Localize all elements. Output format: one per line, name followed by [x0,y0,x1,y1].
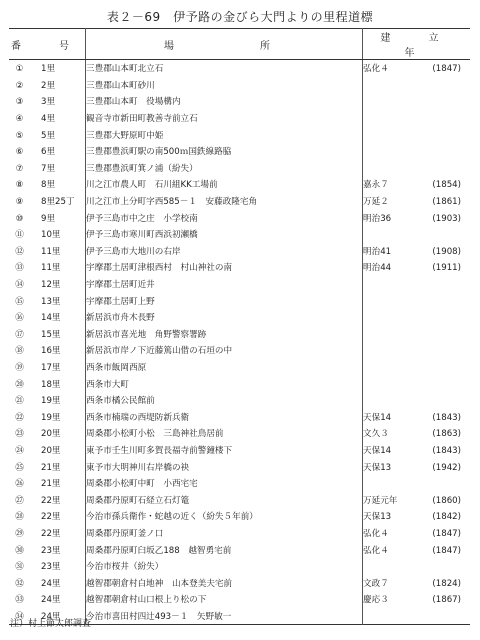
table-row [9,292,470,309]
era-name: 明治41 [363,246,392,257]
built-cell [363,342,471,359]
distance-ri: 14里 [41,313,61,324]
era-name: 天保14 [363,412,392,423]
footnote: 注）村上節太郎調査 [10,619,92,629]
western-year: (1847) [432,545,461,556]
place-cell: 今治市喜田村四辻493－１ 矢野敏一 [86,608,363,625]
table-row [9,359,470,376]
marker-number: ⑨ [15,197,24,208]
milestone-table [9,28,477,625]
place-cell: 伊予三島市中之庄 小学校南 [86,209,363,226]
table-row [9,209,470,226]
built-cell [363,160,471,177]
era-name: 慶応３ [363,595,389,606]
table-row [9,93,470,110]
distance-ri: 22里 [41,495,61,506]
era-name: 天保14 [363,445,392,456]
western-year: (1847) [432,528,461,539]
place-cell: 西条市楠瑞の西堤防新兵衛 [86,408,363,425]
place-cell: 川之江市農人町 石川組KK工場前 [86,176,363,193]
number-cell [9,259,86,276]
table-row [9,342,470,359]
number-cell [9,209,86,226]
built-cell [363,608,471,625]
built-cell [363,541,471,558]
table-row [9,541,470,558]
marker-number: ㉝ [15,595,24,606]
place-cell: 宇摩郡土居町上野 [86,292,363,309]
built-cell [363,326,471,343]
distance-ri: 24里 [41,595,61,606]
header-built-year: 建 立 年 [363,29,471,60]
marker-number: ㉛ [15,562,24,573]
distance-ri: 11里 [41,263,61,274]
number-cell [9,110,86,127]
distance-ri: 24里 [41,578,61,589]
built-cell [363,574,471,591]
built-cell [363,110,471,127]
distance-ri: 15里 [41,329,61,340]
western-year: (1942) [432,462,461,473]
built-cell [363,359,471,376]
distance-ri: 7里 [41,163,56,174]
table-row [9,458,470,475]
number-cell [9,292,86,309]
built-cell [363,508,471,525]
place-cell: 周桑郡小松町中町 小西宅宅 [86,475,363,492]
marker-number: ㉗ [15,495,24,506]
marker-number: ⑪ [15,230,24,241]
marker-number: ㉖ [15,479,24,490]
built-cell [363,292,471,309]
distance-ri: 5里 [41,130,56,141]
built-cell [363,408,471,425]
number-cell [9,425,86,442]
era-name: 嘉永７ [363,180,389,191]
table-row [9,375,470,392]
table-row [9,591,470,608]
place-cell: 新居浜市舟木長野 [86,309,363,326]
western-year: (1861) [432,197,461,208]
place-cell: 周桑郡丹原町石経立石灯篭 [86,491,363,508]
distance-ri: 13里 [41,296,61,307]
distance-ri: 19里 [41,396,61,407]
marker-number: ㉔ [15,445,24,456]
distance-ri: 21里 [41,462,61,473]
place-cell: 東予市壬生川町多賀長福寺前警鐘楼下 [86,442,363,459]
number-cell [9,226,86,243]
table-row [9,574,470,591]
place-cell: 川之江市上分町字西585－１ 安藤政隆宅角 [86,193,363,210]
built-cell [363,243,471,260]
place-cell: 周桑郡丹原町臼坂乙188 越智勇宅前 [86,541,363,558]
marker-number: ⑭ [15,280,24,291]
era-name: 文久３ [363,429,389,440]
western-year: (1847) [432,64,461,75]
distance-ri: 17里 [41,362,61,373]
number-cell [9,276,86,293]
number-cell [9,176,86,193]
place-cell: 越智郡朝倉村山口根上り松の下 [86,591,363,608]
marker-number: ⑥ [15,147,24,158]
built-cell [363,143,471,160]
table-row [9,491,470,508]
number-cell [9,93,86,110]
marker-number: ⑤ [15,130,24,141]
distance-ri: 23里 [41,545,61,556]
table-row [9,392,470,409]
western-year: (1863) [432,429,461,440]
number-cell [9,243,86,260]
marker-number: ㉓ [15,429,24,440]
marker-number: ㉒ [15,412,24,423]
table-row [9,259,470,276]
marker-number: ⑯ [15,313,24,324]
header-row [9,29,470,60]
built-cell [363,491,471,508]
built-cell [363,259,471,276]
table-row [9,475,470,492]
place-cell: 新居浜市喜光地 角野警察署跡 [86,326,363,343]
distance-ri: 20里 [41,445,61,456]
western-year: (1860) [432,495,461,506]
built-cell [363,309,471,326]
number-cell [9,126,86,143]
number-cell [9,508,86,525]
marker-number: ⑳ [15,379,24,390]
place-cell: 東予市大明神川右岸橋の袂 [86,458,363,475]
place-cell: 今治市桜井（紛失） [86,558,363,575]
built-cell [363,193,471,210]
table-title: 表２－69 伊予路の金びら大門よりの里程道標 [106,10,374,24]
distance-ri: 18里 [41,379,61,390]
place-cell: 三豊郡山本町北立石 [86,60,363,77]
number-cell [9,77,86,94]
era-name: 弘化４ [363,528,389,539]
place-cell: 観音寺市新田町教善寺前立石 [86,110,363,127]
distance-ri: 9里 [41,213,56,224]
marker-number: ⑩ [15,213,24,224]
marker-number: ⑬ [15,263,24,274]
table-row [9,525,470,542]
table-row [9,326,470,343]
built-cell [363,558,471,575]
built-cell [363,77,471,94]
place-cell: 三豊郡山本町 役場構内 [86,93,363,110]
place-cell: 西条市飯岡西原 [86,359,363,376]
marker-number: ⑲ [15,362,24,373]
distance-ri: 4里 [41,114,56,125]
distance-ri: 2里 [41,80,56,91]
built-cell [363,425,471,442]
marker-number: ⑱ [15,346,24,357]
table-row [9,425,470,442]
marker-number: ㉜ [15,578,24,589]
marker-number: ⑧ [15,180,24,191]
header-number: 番 号 [9,29,86,60]
table-row [9,160,470,177]
number-cell [9,392,86,409]
table-row [9,126,470,143]
marker-number: ㉞ [15,611,24,622]
distance-ri: 8里 [41,180,56,191]
western-year: (1843) [432,412,461,423]
number-cell [9,359,86,376]
built-cell [363,392,471,409]
place-cell: 三豊郡豊浜町駅の南500ｍ国鉄線路脇 [86,143,363,160]
distance-ri: 10里 [41,230,61,241]
number-cell [9,160,86,177]
table-row [9,408,470,425]
distance-ri: 8里25丁 [41,197,75,208]
built-cell [363,525,471,542]
era-name: 文政７ [363,578,389,589]
distance-ri: 19里 [41,412,61,423]
place-cell: 西条市大町 [86,375,363,392]
marker-number: ⑫ [15,246,24,257]
place-cell: 宇摩郡土居町津根西村 村山神社の南 [86,259,363,276]
distance-ri: 1里 [41,64,56,75]
table-row [9,60,470,77]
distance-ri: 12里 [41,280,61,291]
place-cell: 今治市孫兵衛作・蛇越の近く（紛失５年前） [86,508,363,525]
marker-number: ③ [15,97,24,108]
era-name: 天保13 [363,462,392,473]
number-cell [9,525,86,542]
western-year: (1908) [432,246,461,257]
number-cell [9,408,86,425]
marker-number: ⑦ [15,163,24,174]
distance-ri: 16里 [41,346,61,357]
western-year: (1842) [432,512,461,523]
marker-number: ② [15,80,24,91]
number-cell [9,193,86,210]
era-name: 弘化４ [363,545,389,556]
era-name: 万延２ [363,197,389,208]
place-cell: 三豊郡大野原町中姫 [86,126,363,143]
number-cell [9,375,86,392]
table-row [9,193,470,210]
marker-number: ㉚ [15,545,24,556]
era-name: 明治36 [363,213,392,224]
number-cell [9,574,86,591]
table-row [9,309,470,326]
number-cell [9,309,86,326]
header-place: 場 所 [86,29,363,60]
distance-ri: 3里 [41,97,56,108]
era-name: 明治44 [363,263,392,274]
table-row [9,77,470,94]
western-year: (1911) [432,263,461,274]
number-cell [9,326,86,343]
table-row [9,243,470,260]
built-cell [363,126,471,143]
built-cell [363,375,471,392]
number-cell [9,558,86,575]
built-cell [363,458,471,475]
table-row [9,143,470,160]
western-year: (1854) [432,180,461,191]
marker-number: ⑮ [15,296,24,307]
place-cell: 周桑郡丹原町釜ノ口 [86,525,363,542]
table-body [9,60,470,625]
marker-number: ㉕ [15,462,24,473]
number-cell [9,541,86,558]
western-year: (1843) [432,445,461,456]
marker-number: ㉙ [15,528,24,539]
marker-number: ⑰ [15,329,24,340]
distance-ri: 22里 [41,512,61,523]
marker-number: ④ [15,114,24,125]
table-row [9,276,470,293]
built-cell [363,176,471,193]
built-cell [363,591,471,608]
built-cell [363,93,471,110]
built-cell [363,209,471,226]
number-cell [9,60,86,77]
place-cell: 伊予三島市大地川の右岸 [86,243,363,260]
western-year: (1867) [432,595,461,606]
place-cell: 越智郡朝倉村白地神 山本登美夫宅前 [86,574,363,591]
distance-ri: 20里 [41,429,61,440]
table-row [9,558,470,575]
number-cell [9,143,86,160]
marker-number: ㉑ [15,396,24,407]
built-cell [363,442,471,459]
number-cell [9,491,86,508]
place-cell: 周桑郡小松町小松 三島神社鳥居前 [86,425,363,442]
place-cell: 西条市橘公民館前 [86,392,363,409]
table-row [9,226,470,243]
built-cell [363,226,471,243]
built-cell [363,60,471,77]
distance-ri: 6里 [41,147,56,158]
distance-ri: 23里 [41,562,61,573]
era-name: 弘化４ [363,64,389,75]
place-cell: 宇摩郡土居町近井 [86,276,363,293]
place-cell: 伊予三島市寒川町西浜初瀬橋 [86,226,363,243]
place-cell: 三豊郡豊浜町箕ノ浦（紛失） [86,160,363,177]
era-name: 万延元年 [363,495,398,506]
western-year: (1903) [432,213,461,224]
table-row [9,176,470,193]
number-cell [9,342,86,359]
built-cell [363,475,471,492]
marker-number: ㉘ [15,512,24,523]
built-cell [363,276,471,293]
place-cell: 三豊郡山本町砂川 [86,77,363,94]
distance-ri: 24里 [41,611,61,622]
table-row [9,110,470,127]
era-name: 天保13 [363,512,392,523]
number-cell [9,442,86,459]
table-row [9,508,470,525]
number-cell [9,475,86,492]
distance-ri: 21里 [41,479,61,490]
table-row [9,442,470,459]
western-year: (1824) [432,578,461,589]
distance-ri: 11里 [41,246,61,257]
number-cell [9,591,86,608]
number-cell [9,458,86,475]
distance-ri: 22里 [41,528,61,539]
marker-number: ① [15,64,24,75]
place-cell: 新居浜市岸ノ下近藤篤山借の石垣の中 [86,342,363,359]
